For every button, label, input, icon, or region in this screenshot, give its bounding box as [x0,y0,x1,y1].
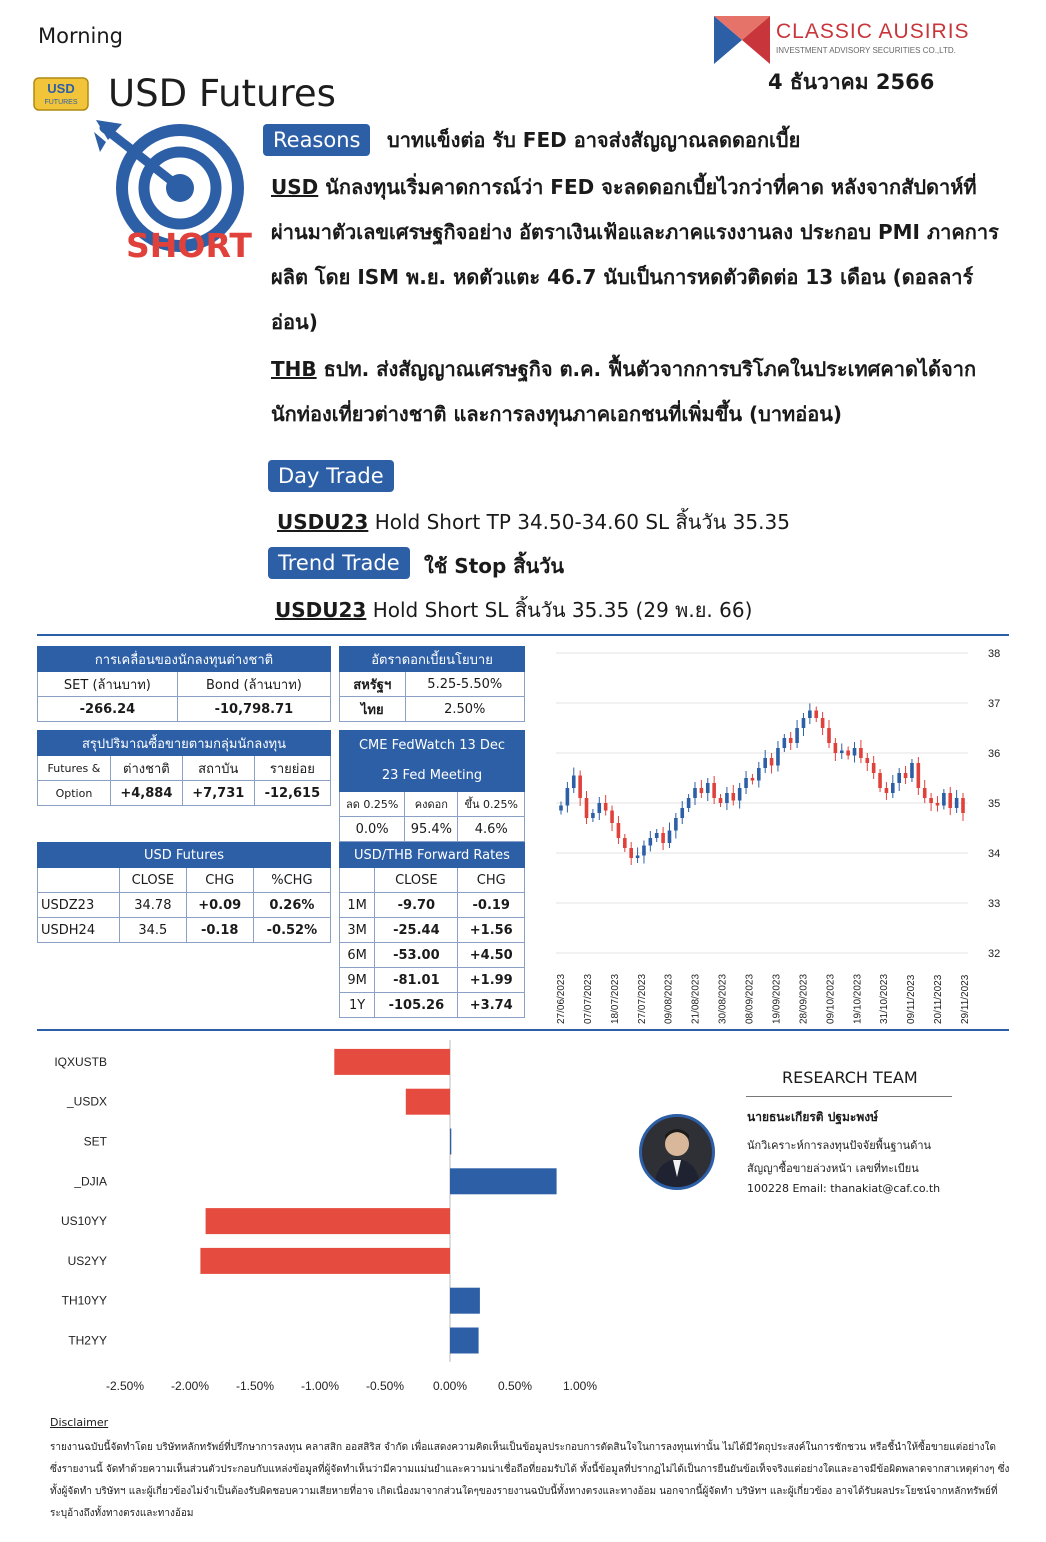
x-tick-label: 19/09/2023 [771,973,783,1024]
fedwatch-title-line2: 23 Fed Meeting [381,768,483,783]
table-row [340,893,525,918]
candle [629,842,633,865]
analyst-email-line: 100228 Email: thanakiat@caf.co.th [747,1182,941,1195]
x-tick-label: -1.00% [300,1379,340,1393]
candle [674,813,678,839]
candle [904,766,908,784]
fedwatch-hike-header: ขึ้น 0.25% [458,792,525,817]
fedwatch-title-line1: CME FedWatch 13 Dec [358,738,506,753]
forward-tenor: 1M [340,893,375,918]
forward-tenor: 6M [340,943,375,968]
usd-futures-header-chg: CHG [186,868,253,893]
candle [642,841,646,864]
candle [610,806,614,832]
x-tick-label: 08/09/2023 [744,973,756,1024]
policy-rate-us-value: 5.25-5.50% [405,672,524,697]
candle [827,720,831,748]
market-change-bar-chart [40,1040,620,1400]
candle [840,744,844,760]
policy-rate-title: อัตราดอกเบี้ยนโยบาย [340,647,525,672]
x-tick-label: -0.50% [365,1379,405,1393]
analyst-name: นายธนะเกียรติ ปฐมะพงษ์ [747,1110,879,1124]
candle [623,834,627,852]
candle [885,782,889,800]
candle [897,768,901,791]
usd-futures-pctchg: 0.26% [253,893,330,918]
table-row [38,918,331,943]
foreign-flow-title: การเคลื่อนของนักลงทุนต่างชาติ [38,647,331,672]
candle [923,780,927,803]
usd-futures-pctchg: -0.52% [253,918,330,943]
candle [808,704,812,725]
candle [655,829,659,842]
y-tick-label: 32 [988,948,1001,960]
table-row [340,968,525,993]
candle [578,771,582,807]
category-label: IQXUSTB [54,1054,107,1069]
x-tick-label: -2.00% [170,1379,210,1393]
investor-groups-table [37,730,331,806]
candle [706,778,710,801]
usd-futures-symbol: USDH24 [38,918,120,943]
usd-futures-close: 34.5 [120,918,187,943]
candle [961,793,965,821]
fedwatch-hike-value: 4.6% [458,817,525,842]
category-label: _DJIA [74,1174,107,1189]
foreign-flow-col1: SET (ล้านบาท) [38,672,178,697]
research-team-title: RESEARCH TEAM [782,1068,918,1087]
forward-tenor: 3M [340,918,375,943]
x-tick-label: 09/08/2023 [663,973,675,1024]
candle [802,713,806,736]
candle [872,756,876,779]
forward-close: -105.26 [375,993,458,1018]
x-tick-label: 21/08/2023 [690,973,702,1024]
candle [738,783,742,809]
forward-close: -25.44 [375,918,458,943]
x-tick-label: 18/07/2023 [609,973,621,1024]
policy-rate-table [339,646,525,722]
candle [731,785,735,806]
forward-close: -9.70 [375,893,458,918]
candle [585,791,589,824]
bar [334,1049,450,1075]
forward-chg: +1.99 [458,968,525,993]
forward-rates-table [339,842,525,1018]
candle [853,742,857,763]
usd-reason-paragraph [271,165,1001,345]
section-divider [37,1029,1009,1031]
candle [712,776,716,804]
analyst-avatar [639,1114,715,1190]
candle [834,738,838,761]
candle [668,823,672,849]
usd-futures-title: USD Futures [38,843,331,868]
candle [572,768,576,794]
fedwatch-title [340,731,525,792]
candle [776,741,780,772]
fedwatch-table [339,730,525,842]
candle [751,774,755,785]
candle [910,759,914,782]
investor-groups-title: สรุปปริมาณซื้อขายตามกลุ่มนักลงทุน [38,731,331,756]
reasons-pill: Reasons [263,124,370,156]
fedwatch-hold-value: 95.4% [405,817,458,842]
reasons-headline: บาทแข็งต่อ รับ FED อาจส่งสัญญาณลดดอกเบี้ย [387,128,801,152]
company-logo [714,10,1014,70]
x-tick-label: 20/11/2023 [933,974,945,1024]
candle [591,809,595,822]
y-tick-label: 36 [988,748,1001,760]
forward-rates-header-chg: CHG [458,868,525,893]
table-row [340,943,525,968]
thb-reason-paragraph [271,347,1001,437]
research-divider [746,1096,952,1097]
signal-label: SHORT [126,226,252,265]
investor-groups-row-label-2: Option [38,781,111,806]
candle [687,794,691,812]
usd-candlestick-chart [548,640,1018,1030]
bar [206,1208,450,1234]
policy-rate-th-label: ไทย [340,697,406,722]
bar [200,1248,450,1274]
day-trade-symbol: USDU23 [277,510,369,534]
forward-chg: +4.50 [458,943,525,968]
candle [878,769,882,792]
x-tick-label: 0.00% [432,1379,468,1393]
x-tick-label: 09/11/2023 [906,974,918,1024]
x-tick-label: 28/09/2023 [798,973,810,1024]
candle [719,794,723,807]
table-row [340,993,525,1018]
x-tick-label: 07/07/2023 [582,973,594,1024]
forward-rates-header-0 [340,868,375,893]
candle [770,753,774,774]
trend-trade-line [275,594,752,626]
candle [859,740,863,763]
investor-groups-institution-header: สถาบัน [182,756,254,781]
candle [636,848,640,864]
x-tick-label: -1.50% [235,1379,275,1393]
foreign-flow-set-value: -266.24 [38,697,178,722]
y-tick-label: 37 [988,698,1001,710]
candle [604,795,608,816]
category-label: TH2YY [68,1333,107,1348]
x-tick-label: 27/06/2023 [556,973,567,1024]
usd-tag: USD [271,175,319,199]
usd-futures-chg: +0.09 [186,893,253,918]
forward-close: -53.00 [375,943,458,968]
candle [617,816,621,844]
forward-tenor: 9M [340,968,375,993]
candle [936,796,940,812]
usd-futures-table [37,842,331,943]
candle [693,782,697,805]
forward-close: -81.01 [375,968,458,993]
analyst-role-line2: สัญญาซื้อขายล่วงหน้า เลขที่ทะเบียน [747,1162,919,1175]
candle [846,747,850,760]
disclaimer-title: Disclaimer [50,1416,109,1429]
category-label: SET [83,1134,107,1149]
usd-futures-chg: -0.18 [186,918,253,943]
person-icon [642,1117,712,1187]
badge-top-text: USD [47,81,75,96]
usd-futures-header-pctchg: %CHG [253,868,330,893]
candle [929,793,933,811]
usd-futures-symbol: USDZ23 [38,893,120,918]
candle [661,827,665,850]
foreign-flow-col2: Bond (ล้านบาท) [177,672,330,697]
brand-name: CLASSIC AUSIRIS [776,20,970,43]
candle [680,801,684,824]
candle [955,790,959,813]
y-tick-label: 33 [988,898,1001,910]
investor-groups-retail-header: รายย่อย [254,756,330,781]
report-date: 4 ธันวาคม 2566 [768,70,935,94]
disclaimer-text: รายงานฉบับนี้จัดทำโดย บริษัทหลักทรัพย์ที่ปรึกษาการลงทุน คลาสสิก ออสสิริส จำกัด เพื่อแสดงความคิดเห็นเป็นข้อมูลประกอบการตัดสินใจในการลงทุนเท่านั้น ไม่ได้มีวัตถุประสงค์ในการชักชวน หรือชี้นำให้ซื้อขายแต่อย่างใด ซึ่งรายงานนี้ จัดทำด้วยความเห็นส่วนตัวประกอบกับแหล่งข้อมูลที่ผู้จัดทำเห็นว่ามีความแม่นยำและความน่าเชื่อถือที่ยอมรับได้ ทั้งนี้ข้อมูลที่ปรากฏไม่ได้เป็นการยืนยันข้อเท็จจริงแต่อย่างใดและอาจมีข้อผิดพลาดจากสาเหตุต่างๆ ซึ่งทั้งผู้จัดทำ บริษัทฯ และผู้เกี่ยวข้องไม่จำเป็นต้องรับผิดชอบความเสียหายที่อาจ เกิดเนื่องมาจากส่วนใดๆของรายงานฉบับนี้ทั้งทางตรงและทางอ้อม นอกจากนี้ผู้จัดทำ บริษัทฯ และผู้เกี่ยวข้อง อาจได้รับผลประโยชน์จากหลักทรัพย์ที่ระบุอ้างถึงทั้งทางตรงและทางอ้อม [50,1442,1010,1519]
thb-reason-text: ธปท. ส่งสัญญาณเศรษฐกิจ ต.ค. ฟื้นตัวจากการบริโภคในประเทศคาดได้จากนักท่องเที่ยวต่างชาติ และการลงทุนภาคเอกชนที่เพิ่มขึ้น (บาทอ่อน) [271,357,977,426]
bar [450,1168,557,1194]
x-tick-label: 0.50% [497,1379,533,1393]
category-label: _USDX [66,1094,107,1109]
table-row [38,893,331,918]
candle [725,787,729,810]
usd-futures-header-0 [38,868,120,893]
investor-groups-institution-value: +7,731 [182,781,254,806]
policy-rate-th-value: 2.50% [405,697,524,722]
trend-trade-heading: ใช้ Stop สิ้นวัน [424,554,565,578]
x-tick-label: 19/10/2023 [852,973,864,1024]
foreign-flow-table [37,646,331,722]
forward-chg: -0.19 [458,893,525,918]
usd-futures-badge-icon [33,76,89,112]
analyst-role-line1: นักวิเคราะห์การลงทุนปัจจัยพื้นฐานด้าน [747,1139,932,1152]
brand-subtitle: INVESTMENT ADVISORY SECURITIES CO.,LTD. [776,46,956,55]
investor-groups-foreign-header: ต่างชาติ [110,756,182,781]
bar [450,1129,451,1155]
candle [814,707,818,723]
table-row [340,918,525,943]
day-trade-pill: Day Trade [268,460,394,492]
trend-trade-text: Hold Short SL สิ้นวัน 35.35 (29 พ.ย. 66) [372,598,753,622]
page-title: USD Futures [108,72,336,115]
candle [744,771,748,794]
badge-bottom-text: FUTURES [44,99,78,106]
category-label: US10YY [60,1214,107,1229]
candle [891,775,895,798]
fedwatch-cut-header: ลด 0.25% [340,792,405,817]
investor-groups-retail-value: -12,615 [254,781,330,806]
day-trade-text: Hold Short TP 34.50-34.60 SL สิ้นวัน 35.35 [374,510,790,534]
candle [865,753,869,771]
usd-futures-close: 34.78 [120,893,187,918]
y-tick-label: 35 [988,798,1001,810]
candle [783,734,787,752]
x-tick-label: 31/10/2023 [879,973,891,1024]
forward-chg: +3.74 [458,993,525,1018]
forward-tenor: 1Y [340,993,375,1018]
x-tick-label: 29/11/2023 [960,974,971,1024]
logo-mark-icon [714,12,770,68]
x-tick-label: 09/10/2023 [825,973,837,1024]
trend-trade-pill: Trend Trade [268,547,410,579]
day-trade-line [277,506,790,538]
investor-groups-row-label-1: Futures & [38,756,111,781]
candle [649,831,653,852]
thb-tag: THB [271,357,317,381]
candle [597,797,601,820]
candle [917,757,921,795]
fedwatch-hold-header: คงดอก [405,792,458,817]
bar [450,1288,480,1314]
candle [700,780,704,798]
trend-trade-symbol: USDU23 [275,598,367,622]
session-label: Morning [38,24,124,48]
usd-futures-header-close: CLOSE [120,868,187,893]
y-tick-label: 38 [988,648,1001,660]
candle [942,789,946,810]
fedwatch-cut-value: 0.0% [340,817,405,842]
candle [789,732,793,750]
x-tick-label: 1.00% [562,1379,598,1393]
forward-rates-header-close: CLOSE [375,868,458,893]
section-divider [37,634,1009,636]
candle [566,782,570,813]
bar [450,1328,479,1354]
policy-rate-us-label: สหรัฐฯ [340,672,406,697]
y-tick-label: 34 [988,848,1001,860]
candle [821,712,825,735]
x-tick-label: 27/07/2023 [636,973,648,1024]
bar [406,1089,450,1115]
x-tick-label: -2.50% [105,1379,145,1393]
candle [795,720,799,748]
usd-reason-text: นักลงทุนเริ่มคาดการณ์ว่า FED จะลดดอกเบี้ยไวกว่าที่คาด หลังจากสัปดาห์ที่ผ่านมาตัวเลขเศรษฐกิจอย่าง อัตราเงินเฟ้อและภาคแรงงานลง ประกอบ PMI ภาคการผลิต โดย ISM พ.ย. หดตัวแตะ 46.7 นับเป็นการหดตัวติดต่อ 13 เดือน (ดอลลาร์อ่อน) [271,175,999,334]
forward-chg: +1.56 [458,918,525,943]
category-label: US2YY [67,1253,107,1268]
x-tick-label: 30/08/2023 [717,973,729,1024]
candle [948,787,952,815]
forward-rates-title: USD/THB Forward Rates [340,843,525,868]
candle [757,762,761,788]
category-label: TH10YY [61,1293,107,1308]
foreign-flow-bond-value: -10,798.71 [177,697,330,722]
investor-groups-foreign-value: +4,884 [110,781,182,806]
